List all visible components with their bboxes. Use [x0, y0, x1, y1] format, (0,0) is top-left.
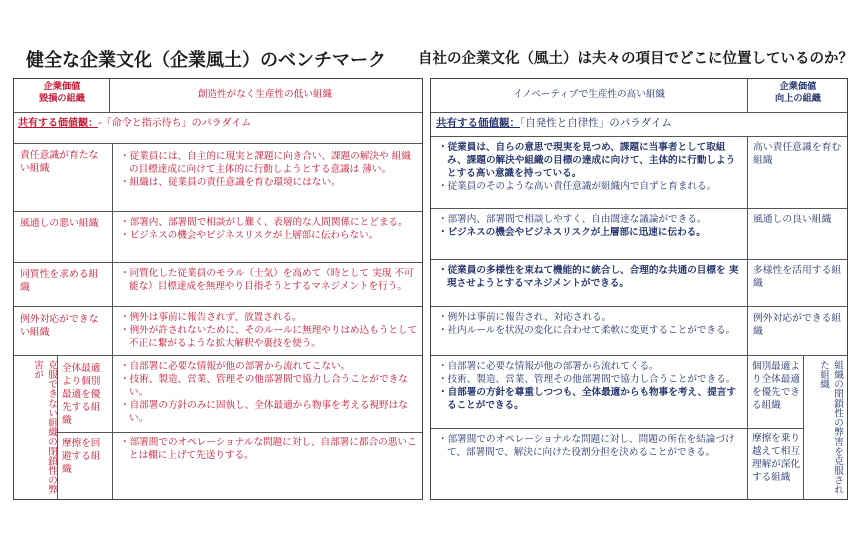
right-divider: [431, 259, 847, 260]
right-row-label: 例外対応ができる組織: [753, 313, 842, 337]
right-paradigm: [436, 117, 842, 133]
right-bullet: ・例外は事前に報告され、対応される。: [438, 312, 612, 323]
left-bullet: ・組織は、従業員の責任意識を育む環境にはない。: [120, 177, 341, 188]
left-header-divider: [109, 79, 110, 112]
left-group-label: 克服できない組織の閉鎖性の弊害が: [32, 360, 57, 495]
left-divider: [14, 211, 422, 212]
right-row-bullets: [438, 433, 744, 477]
left-row-bullets: [120, 360, 418, 430]
right-row-bullets: [438, 213, 744, 257]
right-column-divider: [747, 136, 748, 499]
left-bullet: ・自部署の方針のみに固執し、全体最適から物事を考える視野はない。: [120, 400, 408, 424]
left-bullet: ・例外が許されないために、そのルールに無理やりはめ込もうとして不正に繋がるような拡大解釈や裏技を使う。: [120, 325, 418, 349]
left-bullet: ・ビジネスの機会やビジネスリスクが上層部に伝わらない。: [120, 230, 379, 241]
right-paradigm-text: 「自発性と自律性」のパラダイム: [520, 117, 672, 129]
left-paradigm-label: 共有する価値観：: [18, 118, 98, 129]
right-row-bullets: [438, 360, 744, 426]
left-column-divider: [112, 143, 113, 499]
right-bullet: ・部署内、部署間で相談しやすく、自由闊達な議論ができる。: [438, 214, 707, 225]
left-divider: [14, 143, 422, 144]
left-row-bullets: [120, 216, 418, 260]
right-bullet: ・従業員のそのような高い責任意識が組織内で自ずと育まれる。: [438, 181, 717, 192]
left-divider: [57, 356, 58, 499]
right-header-label: 企業価値 向上の組織: [775, 81, 821, 104]
right-subrow-label: 摩擦を乗り越えて相互理解が深化する組織: [752, 433, 800, 483]
left-row-bullets: [120, 267, 418, 307]
right-bullet: ・自部署に必要な情報が他の部署から流れてくる。: [438, 361, 659, 372]
left-bullet: ・技術、製造、営業、管理その他部署間で協力し合うことができない。: [120, 374, 408, 398]
right-bullet: ・社内ルールを状況の変化に合わせて柔軟に変更することができる。: [438, 325, 736, 336]
right-bullet: ・従業員は、自らの意思で現実を見つめ、課題に当事者として取組み、課題の解決や組織の目標の達成に向けて、主体的に行動しようとする高い意識を持っている。: [438, 142, 736, 179]
left-bullet: ・例外は事前に報告されず、放置される。: [120, 312, 302, 323]
right-row-bullets: [438, 264, 744, 302]
left-subrow-label: 摩擦を回避する組織: [62, 438, 101, 475]
right-row-label: 風通しの良い組織: [753, 214, 832, 225]
left-paradigm-text: -「命令と指示待ち」のパラダイム: [98, 118, 252, 129]
right-header-divider: [747, 79, 748, 112]
right-divider: [803, 356, 804, 499]
left-paradigm: [18, 117, 418, 133]
right-bullet: ・自部署の方針を尊重しつつも、全体最適からも物事を考え、提言することができる。: [438, 387, 736, 411]
left-row-label: 例外対応ができない組織: [20, 314, 99, 338]
left-row-bullets: [120, 311, 418, 353]
right-row-label: 多様性を活用する組織: [753, 265, 842, 289]
left-header-description: 創造性がなく生産性の低い組織: [197, 89, 333, 100]
left-divider: [14, 112, 422, 113]
left-row-bullets: [120, 436, 418, 476]
right-bullet: ・技術、製造、営業、管理その他部署間で協力し合うことができる。: [438, 374, 736, 385]
left-row-label: 責任意識が育たない組織: [20, 150, 99, 174]
right-divider: [431, 355, 847, 356]
left-row-bullets: [120, 150, 418, 210]
left-bullet: ・同質化した従業員のモラル（士気）を高めて（時として 実現 不可能な）目標達成を無理やり目指そうとするマネジメントを行う。: [120, 268, 414, 292]
right-bullet: ・従業員の多様性を束ねて機能的に統合し、合理的な共通の目標を 実現させようとするマネジメントができる。: [438, 265, 739, 289]
left-bullet: ・部署間でのオペレーショナルな問題に対し、自部署に都合の悪いことは棚に上げて先送りする。: [120, 437, 417, 461]
left-page-title: 健全な企業文化（企業風土）のベンチマーク: [26, 50, 386, 71]
left-divider: [14, 355, 422, 356]
left-divider: [14, 262, 422, 263]
left-bullet: ・自部署に必要な情報が他の部署から流れてこない。: [120, 361, 351, 372]
left-header-label: 企業価値 毀損の組織: [39, 81, 85, 104]
left-bullet: ・部署内、部署間で相談がし難く、表層的な人間関係にとどまる。: [120, 217, 408, 228]
right-divider: [431, 112, 847, 113]
right-divider: [431, 136, 847, 137]
left-row-label: 風通しの悪い組織: [20, 218, 99, 229]
right-paradigm-label: 共有する価値観：: [436, 117, 520, 129]
right-row-bullets: [438, 141, 744, 205]
left-subrow-label: 全体最適より個別最適を優先する組織: [62, 363, 101, 426]
right-divider: [431, 306, 847, 307]
right-page-title: 自社の企業文化（風土）は夫々の項目でどこに位置しているのか？: [418, 51, 853, 67]
right-bullet: ・ビジネスの機会やビジネスリスクが上層部に迅速に伝わる。: [438, 227, 706, 238]
left-row-label: 同質性を求める組織: [20, 269, 99, 293]
right-bullet: ・部署間でのオペレーショナルな問題に対し、問題の所在を結論づけて、部署間で、解決に向けた役割分担を決めることができる。: [438, 434, 735, 458]
right-row-bullets: [438, 311, 744, 353]
right-divider: [431, 208, 847, 209]
right-header-description: イノベーティブで生産性の高い組織: [512, 89, 666, 100]
right-group-label: 組織の閉鎖性の弊害を克服された組織: [818, 360, 843, 495]
left-bullet: ・従業員には、自主的に現実と課題に向き合い、課題の解決や 組織の目標達成に向けて主体的に行動しようとする意識は 薄い。: [120, 151, 411, 175]
right-row-label: 高い責任意識を育む組織: [753, 142, 842, 166]
right-subrow-label: 個別最適より全体最適を優先できる組織: [752, 361, 800, 411]
left-divider: [14, 306, 422, 307]
